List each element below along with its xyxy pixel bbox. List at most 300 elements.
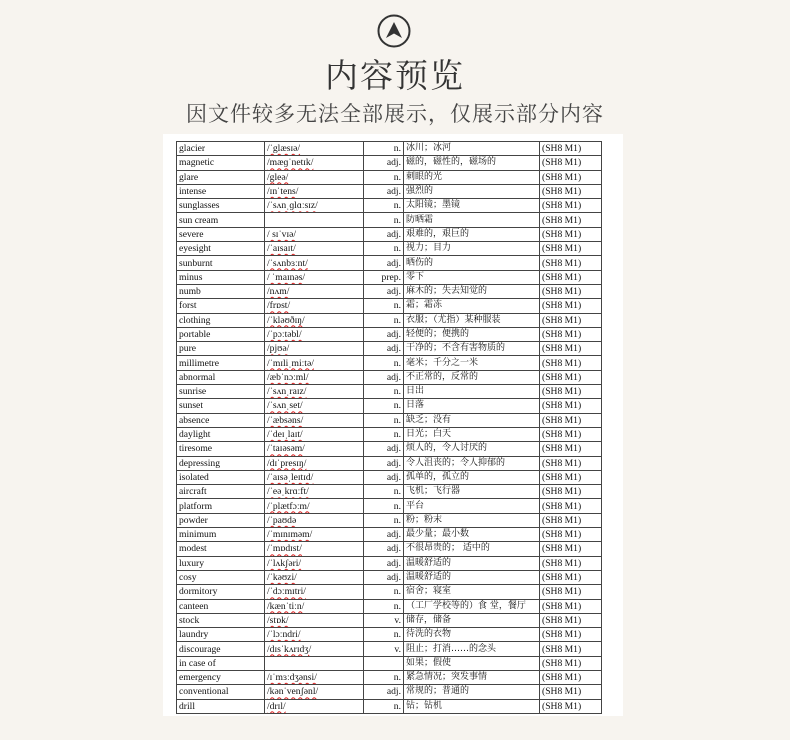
- part-of-speech-cell: [364, 242, 404, 256]
- definition-cell: [404, 570, 540, 584]
- source-cell-text: (SH8 M1): [542, 657, 582, 669]
- part-of-speech-cell: [364, 570, 404, 584]
- source-cell: [540, 499, 602, 513]
- source-cell-text: (SH8 M1): [542, 543, 582, 555]
- phonetic-cell: [265, 213, 364, 227]
- phonetic-cell: [265, 499, 364, 513]
- definition-cell: [404, 299, 540, 313]
- word-cell: [177, 370, 265, 384]
- source-cell-text: (SH8 M1): [542, 471, 582, 483]
- word-cell-text: sunrise: [179, 386, 207, 398]
- source-cell-text: (SH8 M1): [542, 214, 582, 226]
- source-cell-text: (SH8 M1): [542, 700, 582, 712]
- word-cell: [177, 156, 265, 170]
- source-cell: [540, 456, 602, 470]
- upward-arrow-circle-icon: [377, 14, 411, 48]
- definition-cell: [404, 342, 540, 356]
- table-row: [177, 385, 602, 399]
- source-cell-text: (SH8 M1): [542, 300, 582, 312]
- source-cell-text: (SH8 M1): [542, 343, 582, 355]
- table-row: [177, 284, 602, 298]
- word-cell-text: minus: [179, 271, 203, 283]
- phonetic-cell-text: /ˈsʌnˌɡlɑːsɪz/: [267, 200, 318, 212]
- source-cell: [540, 184, 602, 198]
- source-cell-text: (SH8 M1): [542, 614, 582, 626]
- definition-cell-text: 霜；霜冻: [406, 300, 443, 311]
- table-row: [177, 399, 602, 413]
- part-of-speech-cell: [364, 327, 404, 341]
- table-row: [177, 656, 602, 670]
- part-of-speech-cell: [364, 385, 404, 399]
- word-cell-text: powder: [179, 514, 208, 526]
- part-of-speech-cell-text: adj.: [386, 443, 401, 455]
- phonetic-cell: [265, 528, 364, 542]
- source-cell: [540, 242, 602, 256]
- part-of-speech-cell: [364, 270, 404, 284]
- phonetic-cell-text: /dɪˈpresɪŋ/: [267, 457, 307, 469]
- part-of-speech-cell-text: n.: [393, 514, 401, 526]
- phonetic-cell: [265, 342, 364, 356]
- source-cell-text: (SH8 M1): [542, 243, 582, 255]
- phonetic-cell: [265, 613, 364, 627]
- source-cell-text: (SH8 M1): [542, 357, 582, 369]
- phonetic-cell: [265, 399, 364, 413]
- source-cell-text: (SH8 M1): [542, 271, 582, 283]
- part-of-speech-cell-text: adj.: [386, 572, 401, 584]
- phonetic-cell: [265, 470, 364, 484]
- word-cell-text: drill: [179, 700, 195, 712]
- part-of-speech-cell: [364, 299, 404, 313]
- table-row: [177, 542, 602, 556]
- word-cell-text: clothing: [179, 314, 211, 326]
- phonetic-cell: [265, 327, 364, 341]
- word-cell: [177, 270, 265, 284]
- phonetic-cell-text: /ˈkləʊðɪŋ/: [267, 314, 305, 326]
- phonetic-cell-text: /kənˈvenʃənl/: [267, 686, 319, 698]
- definition-cell: [404, 656, 540, 670]
- word-cell-text: tiresome: [179, 443, 213, 455]
- source-cell: [540, 513, 602, 527]
- definition-cell-text: 飞机；飞行器: [406, 486, 461, 497]
- definition-cell-text: 阻止；打消……的念头: [406, 643, 497, 654]
- phonetic-cell-text: /ˈsʌnbɜːnt/: [267, 257, 308, 269]
- word-cell-text: emergency: [179, 672, 221, 684]
- phonetic-cell: [265, 442, 364, 456]
- definition-cell: [404, 485, 540, 499]
- source-cell: [540, 327, 602, 341]
- definition-cell: [404, 170, 540, 184]
- phonetic-cell-text: /ˈmɒdɪst/: [267, 543, 302, 555]
- phonetic-cell: [265, 699, 364, 713]
- phonetic-cell: [265, 156, 364, 170]
- word-cell: [177, 699, 265, 713]
- table-row: [177, 242, 602, 256]
- source-cell: [540, 227, 602, 241]
- word-cell: [177, 313, 265, 327]
- phonetic-cell: [265, 670, 364, 684]
- word-cell: [177, 427, 265, 441]
- phonetic-cell-text: /ˈæbsəns/: [267, 414, 304, 426]
- word-cell: [177, 628, 265, 642]
- source-cell-text: (SH8 M1): [542, 314, 582, 326]
- word-cell-text: intense: [179, 186, 207, 198]
- word-cell-text: canteen: [179, 600, 209, 612]
- definition-cell-text: 艰难的，艰巨的: [406, 228, 470, 239]
- part-of-speech-cell-text: adj.: [386, 686, 401, 698]
- table-row: [177, 685, 602, 699]
- source-cell: [540, 470, 602, 484]
- source-cell-text: (SH8 M1): [542, 414, 582, 426]
- source-cell-text: (SH8 M1): [542, 557, 582, 569]
- part-of-speech-cell-text: n.: [393, 243, 401, 255]
- phonetic-cell: [265, 628, 364, 642]
- part-of-speech-cell: [364, 284, 404, 298]
- part-of-speech-cell-text: adj.: [386, 529, 401, 541]
- phonetic-cell-text: /mæɡˈnetɪk/: [267, 157, 314, 169]
- definition-cell-text: 令人沮丧的；令人抑郁的: [406, 457, 506, 468]
- word-cell: [177, 542, 265, 556]
- word-cell: [177, 656, 265, 670]
- source-cell-text: (SH8 M1): [542, 171, 582, 183]
- word-cell: [177, 385, 265, 399]
- definition-cell: [404, 284, 540, 298]
- definition-cell-text: 不正常的，反常的: [406, 371, 479, 382]
- phonetic-cell: [265, 599, 364, 613]
- source-cell: [540, 599, 602, 613]
- part-of-speech-cell-text: v.: [394, 643, 401, 655]
- word-cell-text: millimetre: [179, 357, 219, 369]
- definition-cell: [404, 370, 540, 384]
- word-cell: [177, 685, 265, 699]
- source-cell: [540, 213, 602, 227]
- page-subtitle: 因文件较多无法全部展示，仅展示部分内容: [186, 102, 604, 126]
- part-of-speech-cell: [364, 413, 404, 427]
- phonetic-cell-text: /ɪˈmɜːdʒənsi/: [267, 672, 317, 684]
- phonetic-cell-text: / sɪˈvɪə/: [267, 228, 297, 240]
- source-cell: [540, 628, 602, 642]
- definition-cell-text: 强烈的: [406, 186, 434, 197]
- word-cell: [177, 470, 265, 484]
- part-of-speech-cell-text: n.: [393, 400, 401, 412]
- phonetic-cell-text: /ˈglæsɪə/: [267, 143, 301, 155]
- word-cell-text: portable: [179, 329, 211, 340]
- definition-cell: [404, 499, 540, 513]
- table-row: [177, 299, 602, 313]
- phonetic-cell: [265, 456, 364, 470]
- table-row: [177, 470, 602, 484]
- word-cell-text: sunglasses: [179, 200, 220, 212]
- phonetic-cell-text: /ˈdeɪˌlaɪt/: [267, 429, 303, 441]
- part-of-speech-cell-text: adj.: [386, 543, 401, 555]
- phonetic-cell: [265, 370, 364, 384]
- part-of-speech-cell: [364, 656, 404, 670]
- definition-cell: [404, 327, 540, 341]
- part-of-speech-cell-text: n.: [393, 171, 401, 183]
- source-cell: [540, 685, 602, 699]
- source-cell: [540, 528, 602, 542]
- part-of-speech-cell-text: adj.: [386, 557, 401, 569]
- source-cell: [540, 399, 602, 413]
- definition-cell-text: 常规的；普通的: [406, 686, 470, 697]
- part-of-speech-cell: [364, 485, 404, 499]
- page-title: 内容预览: [325, 56, 465, 95]
- word-cell: [177, 327, 265, 341]
- word-cell: [177, 213, 265, 227]
- word-cell: [177, 284, 265, 298]
- word-cell-text: depressing: [179, 457, 221, 469]
- definition-cell-text: 视力；目力: [406, 243, 452, 254]
- table-row: [177, 256, 602, 270]
- definition-cell: [404, 613, 540, 627]
- definition-cell-text: 温暖舒适的: [406, 557, 452, 568]
- word-cell: [177, 299, 265, 313]
- word-cell: [177, 170, 265, 184]
- definition-cell-text: 磁的，磁性的，磁场的: [406, 157, 497, 168]
- table-row: [177, 313, 602, 327]
- word-cell-text: severe: [179, 228, 204, 240]
- source-cell: [540, 370, 602, 384]
- word-cell-text: stock: [179, 614, 200, 626]
- table-row: [177, 370, 602, 384]
- definition-cell-text: 晒伤的: [406, 257, 434, 268]
- part-of-speech-cell: [364, 442, 404, 456]
- word-cell-text: glare: [179, 171, 199, 183]
- definition-cell: [404, 670, 540, 684]
- table-row: [177, 642, 602, 656]
- definition-cell: [404, 242, 540, 256]
- phonetic-cell-text: /ˈsʌnˌset/: [267, 400, 303, 412]
- source-cell: [540, 313, 602, 327]
- word-cell-text: platform: [179, 500, 213, 512]
- table-row: [177, 528, 602, 542]
- word-cell: [177, 399, 265, 413]
- word-cell-text: absence: [179, 414, 210, 426]
- definition-cell-text: 粉；粉末: [406, 514, 443, 525]
- source-cell-text: (SH8 M1): [542, 629, 582, 641]
- table-row: [177, 342, 602, 356]
- part-of-speech-cell-text: n.: [393, 386, 401, 398]
- word-cell: [177, 499, 265, 513]
- table-row: [177, 670, 602, 684]
- table-row: [177, 270, 602, 284]
- part-of-speech-cell-text: n.: [393, 429, 401, 441]
- phonetic-cell-text: /dɪsˈkʌrɪdʒ/: [267, 643, 312, 655]
- source-cell: [540, 342, 602, 356]
- part-of-speech-cell-text: n.: [393, 500, 401, 512]
- word-cell-text: glacier: [179, 143, 206, 155]
- phonetic-cell-text: /æbˈnɔːml/: [267, 371, 309, 383]
- definition-cell: [404, 356, 540, 370]
- phonetic-cell-text: /ˈdɔːmɪtri/: [267, 586, 306, 598]
- table-row: [177, 599, 602, 613]
- source-cell-text: (SH8 M1): [542, 386, 582, 398]
- source-cell: [540, 442, 602, 456]
- table-row: [177, 413, 602, 427]
- phonetic-cell-text: /ˈpɔːtəbl/: [267, 329, 302, 340]
- word-cell-text: sunset: [179, 400, 203, 412]
- part-of-speech-cell: [364, 256, 404, 270]
- word-cell-text: daylight: [179, 429, 211, 441]
- phonetic-cell-text: /ˈmɪliˌmiːtə/: [267, 357, 314, 369]
- source-cell: [540, 585, 602, 599]
- word-cell: [177, 599, 265, 613]
- part-of-speech-cell-text: n.: [393, 200, 401, 212]
- part-of-speech-cell: [364, 227, 404, 241]
- phonetic-cell-text: /ˈpaʊdə: [267, 514, 297, 526]
- source-cell: [540, 542, 602, 556]
- definition-cell-text: 宿舍；寝室: [406, 586, 452, 597]
- part-of-speech-cell: [364, 142, 404, 156]
- definition-cell: [404, 199, 540, 213]
- phonetic-cell-text: /frɒst/: [267, 300, 291, 312]
- word-cell: [177, 142, 265, 156]
- phonetic-cell: [265, 284, 364, 298]
- source-cell-text: (SH8 M1): [542, 457, 582, 469]
- word-cell-text: numb: [179, 286, 201, 298]
- phonetic-cell-text: /ˈmɪnɪməm/: [267, 529, 313, 541]
- word-cell: [177, 485, 265, 499]
- table-row: [177, 213, 602, 227]
- part-of-speech-cell: [364, 628, 404, 642]
- word-cell-text: abnormal: [179, 371, 216, 383]
- word-cell-text: conventional: [179, 686, 229, 698]
- part-of-speech-cell: [364, 213, 404, 227]
- word-cell: [177, 199, 265, 213]
- part-of-speech-cell-text: prep.: [381, 271, 401, 283]
- word-cell: [177, 242, 265, 256]
- part-of-speech-cell-text: n.: [393, 672, 401, 684]
- part-of-speech-cell: [364, 685, 404, 699]
- part-of-speech-cell-text: adj.: [386, 457, 401, 469]
- definition-cell-text: 钻；钻机: [406, 700, 443, 711]
- part-of-speech-cell-text: adj.: [386, 157, 401, 169]
- part-of-speech-cell: [364, 556, 404, 570]
- word-cell-text: sun cream: [179, 214, 219, 226]
- word-cell-text: sunburnt: [179, 257, 213, 269]
- table-row: [177, 628, 602, 642]
- phonetic-cell: [265, 385, 364, 399]
- word-cell: [177, 670, 265, 684]
- part-of-speech-cell: [364, 456, 404, 470]
- part-of-speech-cell: [364, 313, 404, 327]
- source-cell-text: (SH8 M1): [542, 586, 582, 598]
- word-cell: [177, 342, 265, 356]
- table-row: [177, 142, 602, 156]
- word-cell: [177, 613, 265, 627]
- part-of-speech-cell: [364, 170, 404, 184]
- word-cell-text: luxury: [179, 557, 205, 569]
- phonetic-cell: [265, 427, 364, 441]
- source-cell-text: (SH8 M1): [542, 200, 582, 212]
- word-cell-text: discourage: [179, 643, 221, 655]
- phonetic-cell-text: /ˈplætfɔːm/: [267, 500, 310, 512]
- source-cell-text: (SH8 M1): [542, 400, 582, 412]
- phonetic-cell-text: /gleə/: [267, 171, 289, 183]
- word-cell-text: in case of: [179, 657, 216, 669]
- word-cell-text: aircraft: [179, 486, 207, 498]
- source-cell-text: (SH8 M1): [542, 329, 582, 340]
- source-cell-text: (SH8 M1): [542, 143, 582, 155]
- part-of-speech-cell-text: adj.: [386, 471, 401, 483]
- definition-cell-text: 防晒霜: [406, 214, 434, 225]
- source-cell: [540, 142, 602, 156]
- definition-cell: [404, 142, 540, 156]
- source-cell: [540, 642, 602, 656]
- source-cell-text: (SH8 M1): [542, 443, 582, 455]
- part-of-speech-cell: [364, 342, 404, 356]
- definition-cell-text: 毫米；千分之一米: [406, 357, 479, 368]
- part-of-speech-cell-text: n.: [393, 143, 401, 155]
- source-cell: [540, 299, 602, 313]
- table-row: [177, 184, 602, 198]
- phonetic-cell: [265, 485, 364, 499]
- part-of-speech-cell: [364, 499, 404, 513]
- word-cell: [177, 413, 265, 427]
- part-of-speech-cell: [364, 613, 404, 627]
- part-of-speech-cell-text: n.: [393, 314, 401, 326]
- part-of-speech-cell-text: adj.: [386, 343, 401, 355]
- phonetic-cell-text: /nʌm/: [267, 286, 290, 298]
- table-row: [177, 570, 602, 584]
- table-row: [177, 170, 602, 184]
- definition-cell-text: 干净的；不含有害物质的: [406, 343, 506, 354]
- part-of-speech-cell-text: n.: [393, 586, 401, 598]
- definition-cell: [404, 227, 540, 241]
- part-of-speech-cell: [364, 599, 404, 613]
- phonetic-cell: [265, 227, 364, 241]
- table-row: [177, 327, 602, 341]
- definition-cell-text: 紧急情况；突发事情: [406, 672, 488, 683]
- part-of-speech-cell-text: adj.: [386, 186, 401, 198]
- definition-cell-text: （工厂学校等的）食 堂，餐厅: [406, 600, 526, 611]
- phonetic-cell: [265, 356, 364, 370]
- phonetic-cell: [265, 184, 364, 198]
- definition-cell-text: 刺眼的光: [406, 171, 443, 182]
- word-cell-text: pure: [179, 343, 197, 355]
- definition-cell-text: 日出: [406, 386, 425, 397]
- definition-cell: [404, 556, 540, 570]
- source-cell: [540, 256, 602, 270]
- part-of-speech-cell: [364, 356, 404, 370]
- source-cell: [540, 356, 602, 370]
- source-cell-text: (SH8 M1): [542, 157, 582, 169]
- source-cell: [540, 270, 602, 284]
- table-row: [177, 499, 602, 513]
- definition-cell: [404, 456, 540, 470]
- definition-cell: [404, 685, 540, 699]
- word-cell-text: laundry: [179, 629, 209, 641]
- part-of-speech-cell: [364, 184, 404, 198]
- source-cell-text: (SH8 M1): [542, 600, 582, 612]
- definition-cell: [404, 213, 540, 227]
- definition-cell: [404, 470, 540, 484]
- definition-cell: [404, 442, 540, 456]
- source-cell-text: (SH8 M1): [542, 514, 582, 526]
- part-of-speech-cell: [364, 642, 404, 656]
- part-of-speech-cell-text: n.: [393, 700, 401, 712]
- word-cell-text: eyesight: [179, 243, 211, 255]
- phonetic-cell: [265, 570, 364, 584]
- definition-cell-text: 麻木的；失去知觉的: [406, 286, 488, 297]
- phonetic-cell: [265, 313, 364, 327]
- source-cell: [540, 427, 602, 441]
- table-row: [177, 227, 602, 241]
- word-cell-text: modest: [179, 543, 207, 555]
- part-of-speech-cell-text: n.: [393, 300, 401, 312]
- definition-cell: [404, 184, 540, 198]
- word-cell: [177, 442, 265, 456]
- phonetic-cell-text: /drɪl/: [267, 700, 286, 712]
